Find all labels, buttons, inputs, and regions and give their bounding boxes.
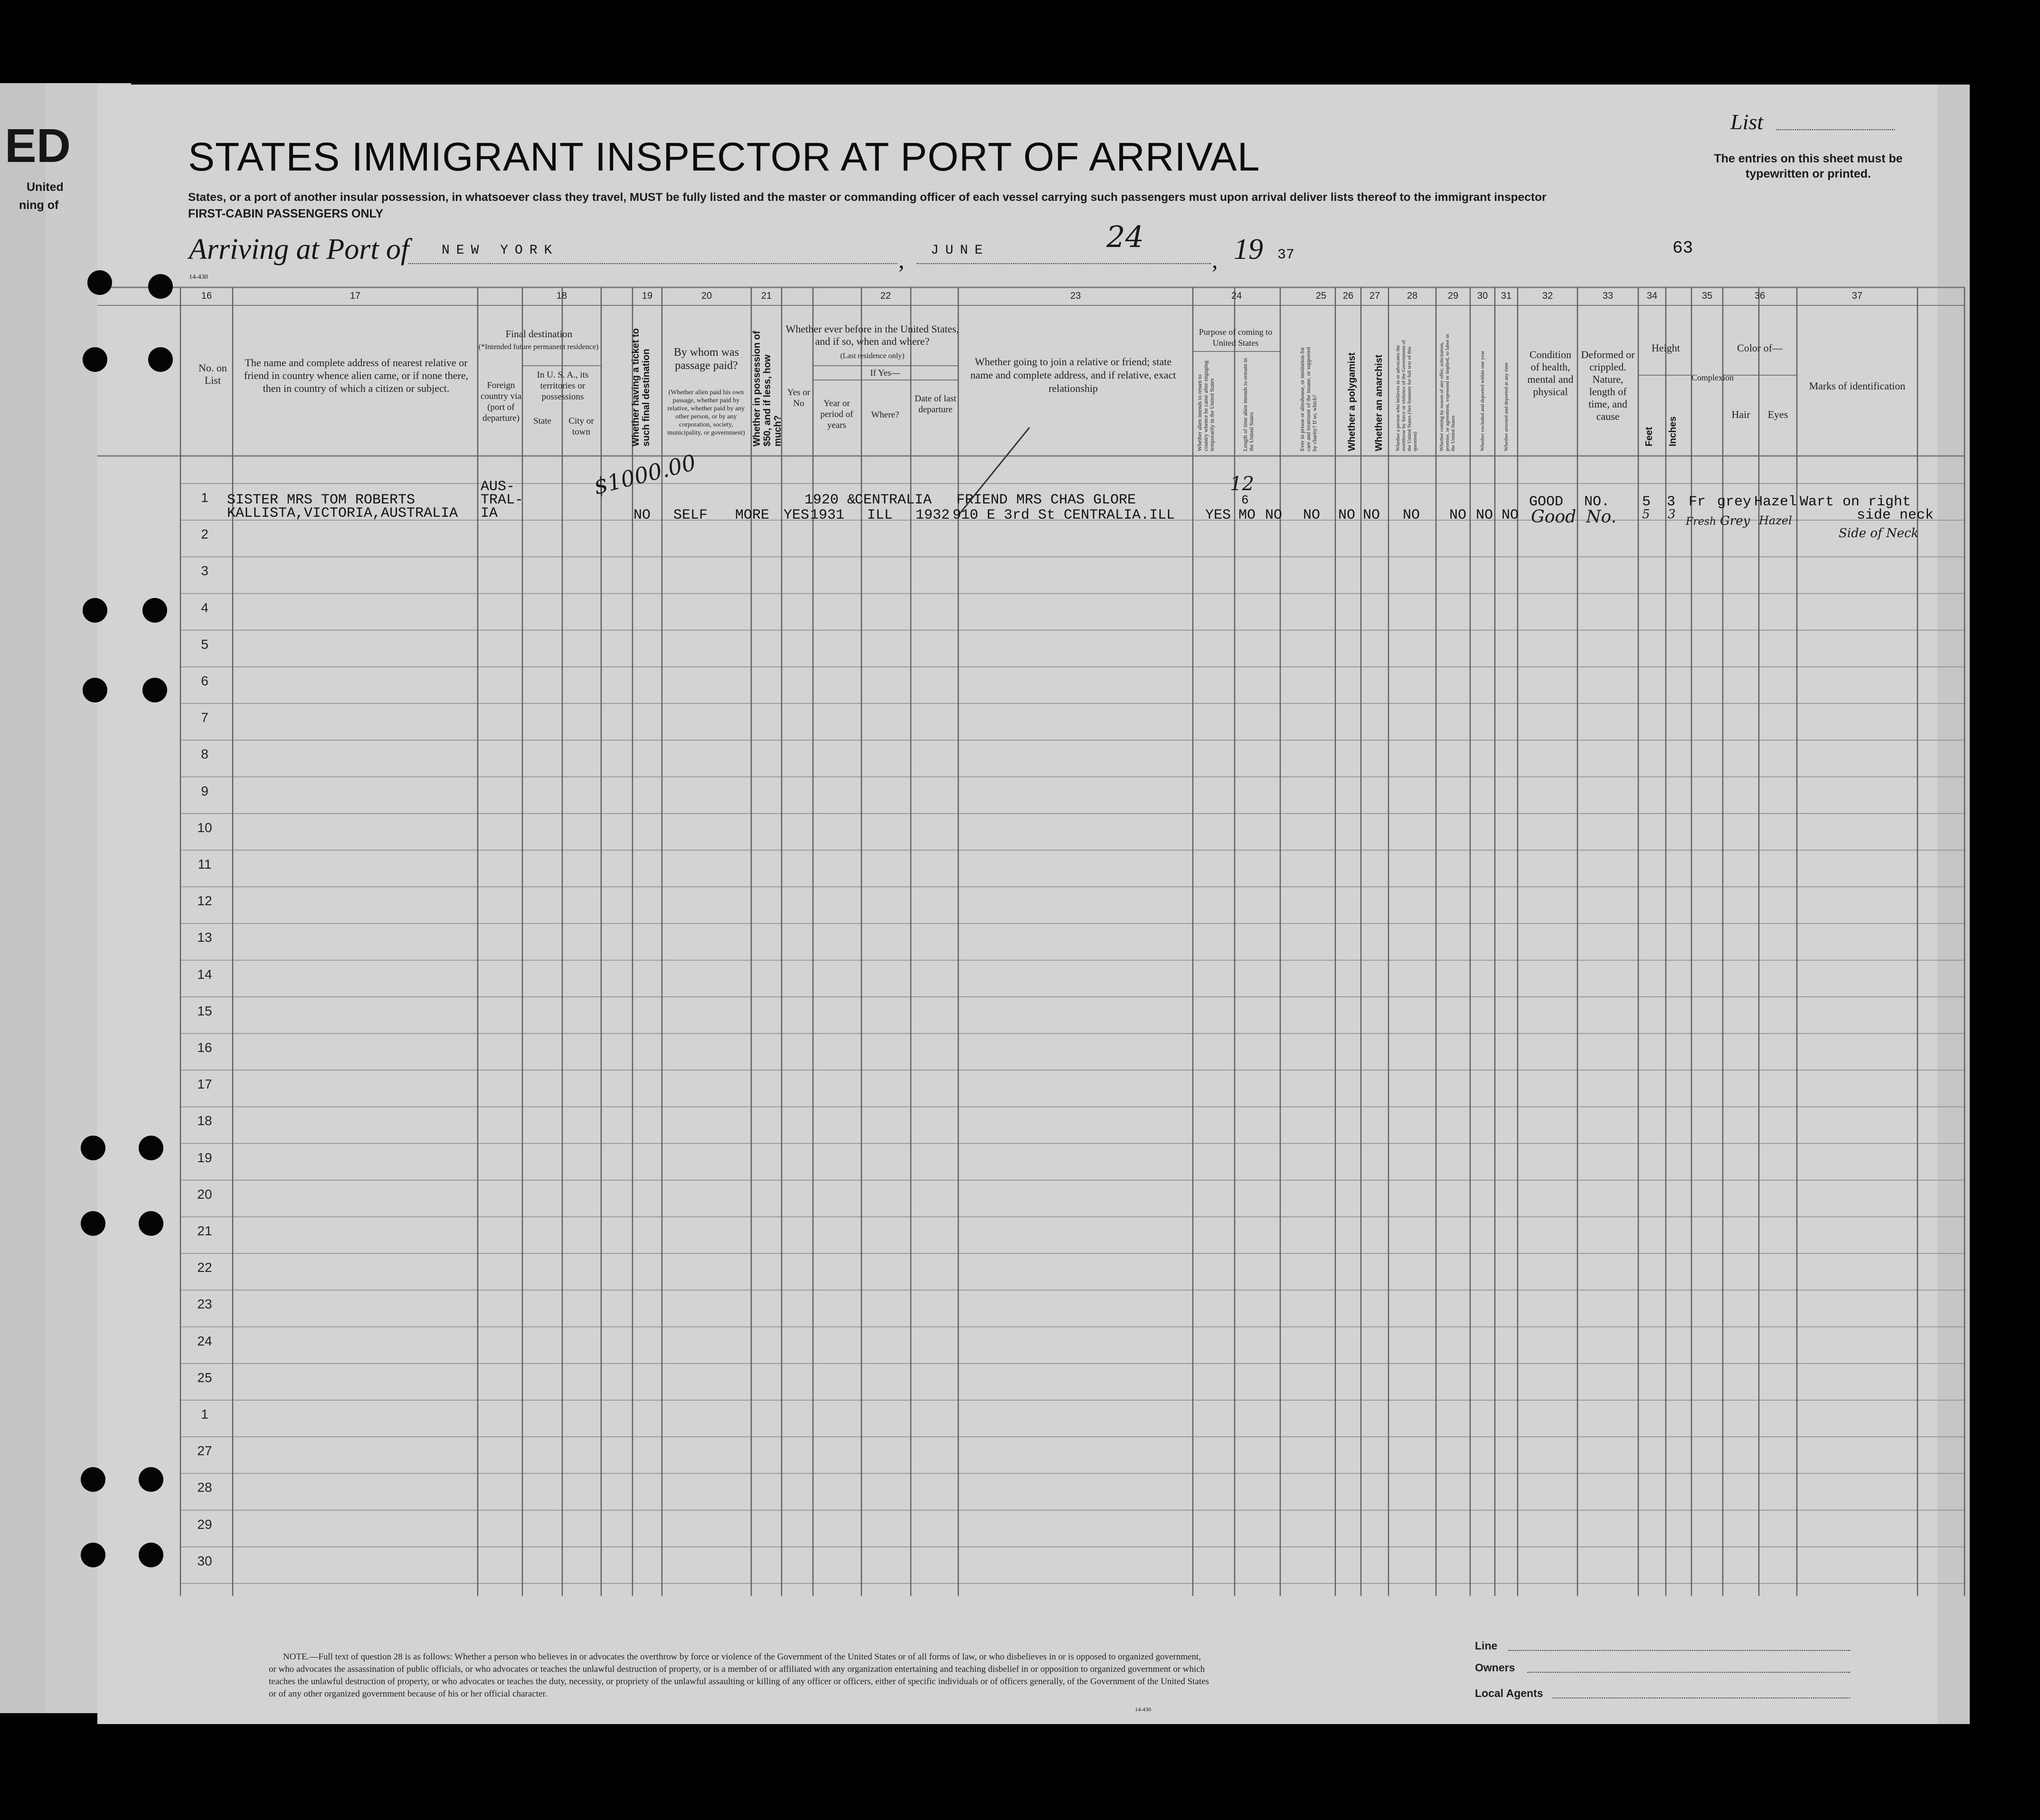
footnote-code: 14-430: [1135, 1706, 1151, 1713]
punch-hole: [139, 1136, 163, 1160]
row-number: 20: [197, 1186, 212, 1202]
foreign-country-2: TRAL-: [481, 492, 524, 508]
column-number: 36: [1754, 291, 1766, 301]
header-money: Whether in possession of $50, and if less, how much?: [752, 331, 783, 446]
line-field-label: Line: [1475, 1640, 1498, 1652]
return-intent-value: YES: [1205, 507, 1231, 523]
punch-hole: [87, 270, 112, 295]
row-number: 5: [201, 636, 208, 652]
col25-value: NO: [1303, 507, 1321, 523]
header-deformed: Deformed or crippled. Nature, length of time, and cause: [1581, 349, 1635, 422]
row-number: 13: [197, 930, 212, 945]
length-stay-unit: MO: [1238, 507, 1256, 523]
marks-value-1: Wart on right: [1800, 494, 1911, 510]
punch-hole: [83, 678, 107, 702]
punch-hole: [142, 678, 167, 702]
punch-hole: [139, 1543, 163, 1567]
health-value: GOOD: [1529, 494, 1564, 510]
header-foreign-country: Foreign country via (port of departure): [480, 380, 521, 423]
punch-hole: [81, 1467, 105, 1492]
header-marks: Marks of identification: [1809, 380, 1906, 392]
row-number: 17: [197, 1077, 212, 1092]
header-year-period: Year or period of years: [820, 398, 853, 430]
join-address: 910 E 3rd St CENTRALIA.ILL: [953, 507, 1175, 523]
header-ticket: Whether having a ticket to such final destination: [631, 328, 652, 446]
row-number: 14: [197, 967, 212, 982]
row-number: 4: [201, 600, 208, 615]
left-fragment-text: ning of: [19, 199, 59, 212]
punch-hole: [81, 1543, 105, 1567]
column-number: 22: [880, 291, 891, 301]
column-number: 16: [201, 291, 212, 301]
marks-value-2: side neck: [1857, 507, 1934, 523]
eyes-value: Hazel: [1754, 494, 1797, 510]
inches-value: 3: [1667, 494, 1676, 510]
header-health: Condition of health, mental and physical: [1527, 349, 1574, 398]
header-anarchist: Whether an anarchist: [1374, 354, 1384, 451]
header-return-intent: Whether alien intends to return to country whence he came after engaging temporarily in the United States: [1196, 360, 1215, 451]
header-before-in-us: Whether ever before in the United States, and if so, when and where?: [785, 323, 959, 347]
local-agents-field-label: Local Agents: [1475, 1687, 1543, 1699]
column-number: 21: [761, 291, 772, 301]
owners-field-label: Owners: [1475, 1661, 1515, 1674]
date-departure-value: 1932: [916, 507, 950, 523]
header-eyes: Eyes: [1767, 408, 1788, 420]
header-inches: Inches: [1668, 416, 1678, 446]
column-number: 17: [349, 291, 361, 301]
row-number: 18: [197, 1113, 212, 1128]
handwritten-purpose-mark: 12: [1230, 473, 1254, 495]
column-number: 26: [1342, 291, 1354, 301]
header-arrested: Whether arrested and deported at any time: [1503, 362, 1509, 451]
header-last-residence: (Last residence only): [840, 352, 905, 360]
health-handwritten: Good: [1531, 507, 1577, 527]
labor-offer-value: NO: [1449, 507, 1467, 523]
column-number: 20: [701, 291, 712, 301]
header-date-departure: Date of last departure: [915, 394, 956, 415]
local-agents-field: [1553, 1697, 1850, 1698]
row-number: 7: [201, 710, 208, 725]
marks-handwritten: Side of Neck: [1839, 526, 1919, 540]
row-number: 30: [197, 1553, 212, 1568]
header-if-yes: If Yes—: [870, 368, 900, 378]
complexion-handwritten: Fresh: [1686, 516, 1717, 528]
owners-field: [1527, 1672, 1850, 1673]
form-title: STATES IMMIGRANT INSPECTOR AT PORT OF ARRIVAL: [188, 134, 1260, 179]
row-number: 1: [201, 1407, 208, 1422]
left-sheet-strip: [0, 83, 51, 1713]
form-instructions: The entries on this sheet must be typewritten or printed.: [1714, 152, 1903, 180]
header-height: Height: [1652, 342, 1680, 354]
punch-hole: [148, 274, 173, 299]
column-number: 28: [1407, 291, 1418, 301]
year-prefix: 19: [1234, 233, 1263, 265]
header-polygamist: Whether a polygamist: [1347, 352, 1357, 451]
left-fragment-text: United: [27, 180, 64, 194]
before-yes-value: YES: [784, 507, 810, 523]
comma-mark: ,: [1212, 246, 1218, 273]
header-excluded: Whether excluded and deported within one year: [1480, 351, 1485, 451]
row-number: 25: [197, 1370, 212, 1385]
header-length-stay: Length of time alien intends to remain in the United States: [1242, 358, 1255, 451]
header-hair: Hair: [1731, 408, 1750, 420]
day-value: 24: [1106, 219, 1144, 254]
column-number: 32: [1542, 291, 1553, 301]
header-complexion: Complexion: [1691, 373, 1734, 382]
punch-hole: [148, 347, 173, 372]
header-passage-paid: By whom was passage paid?: [673, 346, 739, 372]
row-number: 23: [197, 1297, 212, 1312]
years-value-1: 1920 &: [804, 492, 856, 508]
comma-mark: ,: [898, 246, 905, 273]
eyes-handwritten: Hazel: [1759, 514, 1792, 527]
column-number: 37: [1851, 291, 1863, 301]
row-number: 22: [197, 1260, 212, 1275]
deformed-handwritten: No.: [1586, 507, 1616, 527]
arriving-label: Arriving at Port of: [189, 233, 409, 265]
length-stay-number: 6: [1241, 493, 1249, 507]
where-value-1: CENTRALIA: [855, 492, 932, 508]
column-number: 29: [1447, 291, 1459, 301]
row-number: 12: [197, 893, 212, 909]
punch-hole: [139, 1211, 163, 1236]
money-value: MORE: [735, 507, 770, 523]
overthrow-value: NO: [1403, 507, 1420, 523]
header-final-destination: Final destination: [505, 328, 573, 340]
feet-value: 5: [1642, 494, 1651, 510]
row-number: 2: [201, 527, 208, 542]
punch-hole: [139, 1467, 163, 1492]
hair-value: grey: [1717, 494, 1752, 510]
relative-name: SISTER MRS TOM ROBERTS: [227, 492, 416, 508]
header-city: City or town: [568, 416, 594, 437]
prison-value: NO: [1265, 507, 1283, 523]
column-number: 35: [1701, 291, 1713, 301]
column-number: 34: [1646, 291, 1658, 301]
excluded-value: NO: [1476, 507, 1493, 523]
column-number: 25: [1315, 291, 1327, 301]
header-labor-offer: Whether coming by reason of any offer, solicitation, promise, or agreement, expressed or implied, to labor in the United States: [1439, 334, 1456, 451]
header-state: State: [533, 416, 551, 426]
port-value: NEW YORK: [442, 243, 559, 258]
join-name: FRIEND MRS CHAS GLORE: [956, 492, 1136, 508]
header-yes-no: Yes or No: [787, 388, 811, 408]
complexion-value: Fr: [1689, 494, 1706, 510]
punch-hole: [142, 598, 167, 623]
footnote-question-28: NOTE.—Full text of question 28 is as follows: Whether a person who believes in or advocates the overthrow by force or violence of the Government of the United States or of all forms of law, or who disbelieves in or is opposed to organized government, or who advocates the assassination of public officials, or who advocates or teaches the unlawful destruction of property, or is a member of or affiliated with any organization entertaining and teaching disbelief in or opposition to organized government or which teaches the unlawful destruction of property, or who advocates or teaches the duty, necessity, or propriety of the unlawful assaulting or killing of any officer or officers, either of specific individuals or of officers generally, of the Government of the United States or of any other organized government because of his or her official character.: [269, 1652, 1209, 1699]
form-subtitle: States, or a port of another insular possession, in whatsoever class they travel, MUST be fully listed and the master or commanding officer of each vessel carrying such passengers must upon arrival deliver lists thereof to the immigrant inspector: [188, 191, 1547, 204]
row-number: 1: [201, 490, 208, 505]
anarchist-value: NO: [1363, 507, 1380, 523]
sheet-number: 63: [1672, 238, 1693, 258]
header-overthrow: Whether a person who believes in or advocates the overthrow by force or violence of the Government of the United States (See footnote for full text of this question): [1395, 340, 1418, 451]
ticket-value: NO: [633, 507, 651, 523]
header-no-on-list: No. on List: [198, 362, 227, 386]
polygamist-value: NO: [1338, 507, 1356, 523]
header-join-relative: Whether going to join a relative or friend; state name and complete address, and if relative, exact relationship: [970, 356, 1176, 394]
hair-handwritten: Grey: [1720, 514, 1750, 528]
row-number: 16: [197, 1040, 212, 1055]
punch-hole: [81, 1211, 105, 1236]
column-number: 30: [1477, 291, 1488, 301]
paid-by-value: SELF: [673, 507, 708, 523]
port-line: [408, 263, 897, 264]
row-number: 21: [197, 1223, 212, 1238]
row-number: 29: [197, 1517, 212, 1532]
header-purpose: Purpose of coming to United States: [1199, 327, 1273, 348]
relative-address: KALLISTA,VICTORIA,AUSTRALIA: [227, 505, 458, 521]
handwritten-amount: $1000.00: [591, 449, 699, 500]
arrested-value: NO: [1502, 507, 1519, 523]
row-number: 3: [201, 563, 208, 578]
row-number: 15: [197, 1003, 212, 1018]
column-number: 19: [642, 291, 653, 301]
punch-hole: [81, 1136, 105, 1160]
row-number: 9: [201, 783, 208, 798]
years-value-2: 1931: [810, 507, 845, 523]
header-passage-paid-note: (Whether alien paid his own passage, whether paid by relative, whether paid by any other person, or by any corporation, society, municipality, or government): [667, 389, 745, 436]
column-number: 31: [1501, 291, 1512, 301]
row-number: 11: [198, 857, 212, 872]
punch-hole: [83, 598, 107, 623]
row-number: 19: [197, 1150, 212, 1165]
foreign-country-3: IA: [481, 505, 498, 521]
row-number: 10: [197, 820, 212, 835]
row-number: 28: [197, 1480, 212, 1495]
feet-handwritten: 5: [1642, 507, 1650, 521]
header-prison: Ever in prison or almshouse, or institution for care and treatment of the insane, or supported by charity? If so, which?: [1299, 347, 1318, 451]
year-suffix: 37: [1277, 247, 1295, 263]
column-number: 23: [1070, 291, 1081, 301]
column-number: 27: [1369, 291, 1380, 301]
header-where: Where?: [871, 410, 899, 420]
column-number: 33: [1602, 291, 1614, 301]
column-number: 18: [556, 291, 567, 301]
row-number: 6: [201, 673, 208, 688]
column-number: 24: [1231, 291, 1242, 301]
header-final-destination-note: (*Intended future permanent residence): [478, 343, 599, 351]
line-field: [1508, 1650, 1850, 1651]
month-line: [916, 263, 1211, 264]
row-number: 27: [197, 1443, 212, 1459]
foreign-country-1: AUS-: [481, 479, 515, 495]
where-value-2: ILL: [867, 507, 893, 523]
row-number: 24: [197, 1333, 212, 1348]
header-nearest-relative: The name and complete address of nearest relative or friend in country whence alien came, or if none there, then in country of which a citizen or subject.: [244, 357, 469, 394]
header-in-usa: In U. S. A., its territories or possessions: [537, 370, 589, 402]
month-value: JUNE: [931, 243, 990, 258]
header-color: Color of—: [1737, 342, 1783, 354]
form-subtitle-class: FIRST-CABIN PASSENGERS ONLY: [188, 207, 384, 220]
punch-hole: [83, 347, 107, 372]
inches-handwritten: 3: [1668, 507, 1676, 521]
paper-sheet: [97, 85, 1964, 1724]
list-number-line: [1776, 129, 1895, 130]
form-code: 14-430: [189, 274, 208, 281]
list-label: List: [1730, 110, 1764, 134]
row-number: 8: [201, 747, 208, 762]
left-fragment-title: ED: [5, 119, 71, 172]
header-feet: Feet: [1644, 427, 1654, 446]
deformed-value: NO.: [1584, 494, 1610, 510]
